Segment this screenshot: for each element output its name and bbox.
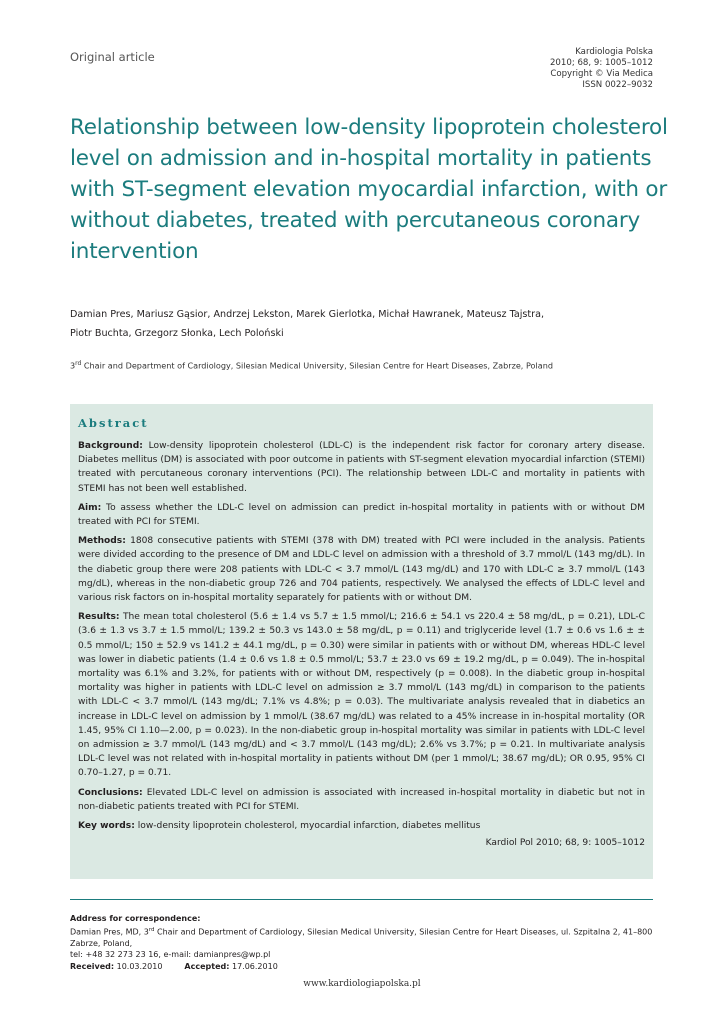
correspondence-dates bbox=[70, 961, 660, 973]
affiliation-text: Chair and Department of Cardiology, Silesian Medical University, Silesian Centre for Heart Diseases, Zabrze, Poland bbox=[81, 360, 553, 371]
received-date: 10.03.2010 bbox=[114, 961, 163, 971]
methods-text: 1808 consecutive patients with STEMI (378 with DM) treated with PCI were included in the analysis. Patients were divided according to the presence of DM and LDL-C level on admission with a threshold of 3.7 mmol/L (143 mg/dL). In the diabetic group there were 208 patients with LDL-C < 3.7 mmol/L (143 mg/dL) and 170 with LDL-C ≥ 3.7 mmol/L (143 mg/dL), whereas in the non-diabetic group 726 and 704 patients, respectively. We analysed the effects of LDL-C level and various risk factors on in-hospital mortality separately for patients with or without DM. bbox=[78, 536, 645, 604]
journal-copyright: Copyright © Via Medica bbox=[550, 69, 653, 79]
abstract-methods bbox=[78, 534, 645, 605]
journal-issn: ISSN 0022–9032 bbox=[582, 80, 653, 90]
methods-label: Methods: bbox=[78, 536, 126, 547]
keywords-text: low-density lipoprotein cholesterol, myocardial infarction, diabetes mellitus bbox=[134, 821, 481, 832]
abstract-background bbox=[78, 439, 645, 496]
accepted-label: Accepted: bbox=[184, 961, 230, 971]
abstract-keywords bbox=[78, 819, 645, 833]
correspondence-contact: tel: +48 32 273 23 16, e-mail: damianpres@wp.pl bbox=[70, 950, 271, 960]
abstract-box bbox=[70, 404, 653, 879]
aim-text: To assess whether the LDL-C level on admission can predict in-hospital mortality in patients with or without DM treated with PCI for STEMI. bbox=[78, 502, 645, 528]
correspondence-heading: Address for correspondence: bbox=[70, 914, 201, 923]
correspondence-name: Damian Pres, MD, 3 bbox=[70, 927, 149, 937]
journal-info bbox=[550, 47, 653, 91]
conclusions-text: Elevated LDL-C level on admission is associated with increased in-hospital mortality in diabetic but not in non-diabetic patients treated with PCI for STEMI. bbox=[78, 787, 645, 812]
aim-label: Aim: bbox=[78, 502, 102, 513]
conclusions-label: Conclusions: bbox=[78, 787, 143, 798]
background-label: Background: bbox=[78, 441, 143, 451]
citation: Kardiol Pol 2010; 68, 9: 1005–1012 bbox=[485, 838, 645, 849]
correspondence-address-text: Chair and Department of Cardiology, Silesian Medical University, Silesian Centre for Heart Diseases, ul. Szpitalna 2, 41–800 Zabrze, Poland, bbox=[70, 927, 653, 948]
section-divider bbox=[70, 899, 653, 900]
abstract-aim bbox=[78, 501, 645, 529]
accepted-date: 17.06.2010 bbox=[229, 961, 278, 971]
keywords-label: Key words: bbox=[78, 821, 135, 832]
correspondence-address bbox=[70, 925, 660, 950]
abstract-results bbox=[78, 610, 645, 780]
journal-url[interactable]: www.kardiologiapolska.pl bbox=[303, 979, 421, 989]
abstract-conclusions bbox=[78, 786, 645, 814]
journal-name: Kardiologia Polska bbox=[575, 47, 653, 57]
received-label: Received: bbox=[70, 961, 115, 971]
affiliation-number: 3 bbox=[70, 360, 76, 371]
results-label: Results: bbox=[78, 612, 120, 623]
affiliation bbox=[70, 358, 670, 372]
article-title: Relationship between low-density lipoprotein cholesterol level on admission and in-hospital mortality in patients with ST-segment elevation myocardial infarction, with or without diabetes, treated with percutaneous coronary intervention bbox=[70, 115, 668, 264]
results-text: The mean total cholesterol (5.6 ± 1.4 vs 5.7 ± 1.5 mmol/L; 216.6 ± 54.1 vs 220.4 ± 58 mg/dL, p = 0.21), LDL-C (3.6 ± 1.3 vs 3.7 ± 1.5 mmol/L; 139.2 ± 50.3 vs 143.0 ± 58 mg/dL, p = 0.11) and triglyceride level (1.7 ± 0.6 vs 1.6 ± ± 0.5 mmol/L; 150 ± 52.9 vs 141.2 ± 44.1 mg/dL, p = 0.30) were similar in patients with or without DM, whereas HDL-C level was lower in diabetic patients (1.4 ± 0.6 vs 1.8 ± 0.5 mmol/L; 53.7 ± 23.0 vs 69 ± 19.2 mg/dL, p = 0.049). The in-hospital mortality was 6.1% and 3.2%, for patients with or without DM, respectively (p = 0.008). In the diabetic group in-hospital mortality was higher in patients with LDL-C level on admission ≥ 3.7 mmol/L (143 mg/dL) in comparison to the patients with LDL-C < 3.7 mmol/L (143 mg/dL; 7.1% vs 4.8%; p = 0.03). The multivariate analysis revealed that in diabetics an increase in LDL-C level on admission by 1 mmol/L (38.67 mg/dL) was related to a 45% increase in in-hospital mortality (OR 1.45, 95% CI 1.10—2.00, p = 0.023). In the non-diabetic group in-hospital mortality was similar in patients with LDL-C level on admission ≥ 3.7 mmol/L (143 mg/dL) and < 3.7 mmol/L (143 mg/dL); 2.6% vs 3.7%; p = 0.21. In multivariate analysis LDL-C level was not related with in-hospital mortality in patients without DM (per 1 mmol/L; 38.67 mg/dL); OR 0.95, 95% CI 0.70–1.27, p = 0.71. bbox=[78, 612, 645, 779]
affiliation-ordinal: rd bbox=[75, 360, 82, 367]
journal-issue: 2010; 68, 9: 1005–1012 bbox=[549, 58, 653, 68]
author-line-1: Damian Pres, Mariusz Gąsior, Andrzej Lekston, Marek Gierlotka, Michał Hawranek, Mateusz Tajstra, bbox=[70, 309, 545, 320]
abstract-heading: Abstract bbox=[78, 416, 149, 430]
background-text: Low-density lipoprotein cholesterol (LDL-C) is the independent risk factor for coronary artery disease. Diabetes mellitus (DM) is associated with poor outcome in patients with ST-segment elevation myocardial infarction (STEMI) treated with percutaneous coronary interventions (PCI). The relationship between LDL-C and mortality in patients with STEMI has not been well established. bbox=[78, 441, 645, 494]
article-type-label: Original article bbox=[70, 50, 155, 64]
correspondence-ordinal: rd bbox=[148, 926, 155, 933]
correspondence-block bbox=[70, 913, 660, 972]
author-list bbox=[70, 305, 670, 343]
author-line-2: Piotr Buchta, Grzegorz Słonka, Lech Poloński bbox=[70, 328, 284, 339]
